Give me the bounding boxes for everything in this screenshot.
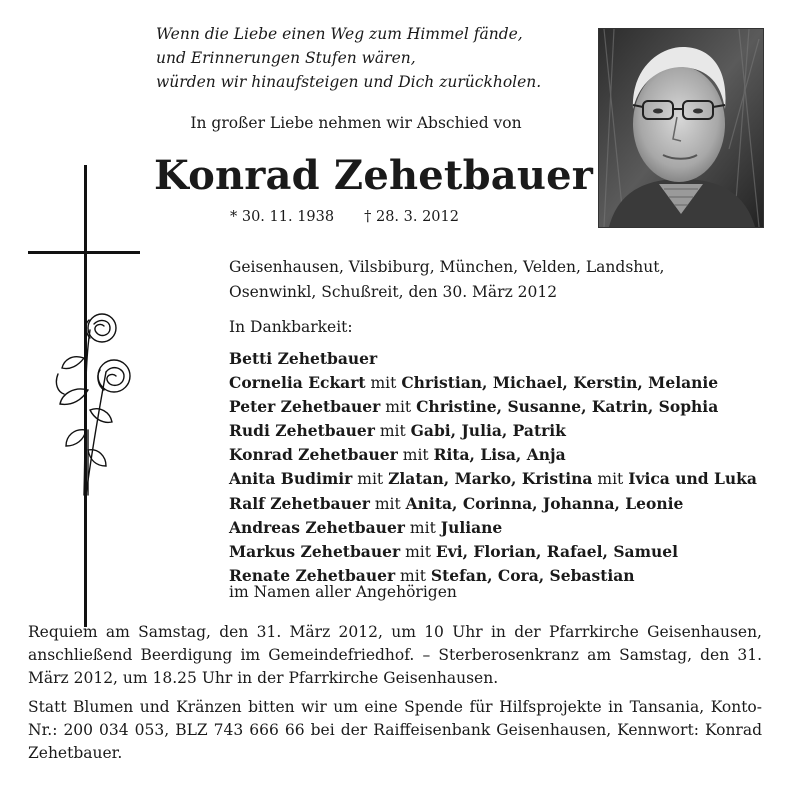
mourner-connector: mit [395,566,431,585]
places-line: Geisenhausen, Vilsbiburg, München, Velden, Landshut, [229,258,665,276]
mourner-names: Christine, Susanne, Katrin, Sophia [416,397,719,417]
donation-notice: Statt Blumen und Kränzen bitten wir um eine Spende für Hilfsprojekte in Tansania, Konto-Nr.: 200 034 053, BLZ 743 666 66 bei der Raiffeisenbank Geisenhausen, Kennwort: Konrad Zehetbauer. [28,698,762,762]
farewell-intro: In großer Liebe nehmen wir Abschied von [190,114,522,132]
mourner-names: Ralf Zehetbauer [229,493,370,513]
death-date: † 28. 3. 2012 [364,209,459,225]
birth-date: * 30. 11. 1938 [230,209,335,225]
mourner-names: Renate Zehetbauer [229,565,396,585]
mourner-row [229,395,757,419]
mourner-names: Rudi Zehetbauer [229,421,375,441]
mourner-connector: mit [365,374,402,393]
mourner-names: Ivica und Luka [628,469,757,489]
mourner-names: Betti Zehetbauer [229,349,378,368]
mourner-names: Juliane [440,517,503,537]
portrait-photo [598,28,764,228]
rose-icon [44,310,136,500]
mourner-row [229,492,757,516]
mourner-names: Markus Zehetbauer [229,541,401,561]
requiem-notice: Requiem am Samstag, den 31. März 2012, um 10 Uhr in der Pfarrkirche Geisenhausen, anschließend Beerdigung im Gemeindefriedhof. – Sterberosenkranz am Samstag, den 31. März 2012, um 18.25 Uhr in der Pfarrkirche Geisenhausen. [28,623,762,687]
mourner-connector: mit [374,422,411,441]
mourner-row [229,540,757,564]
mourner-connector: mit [352,470,389,489]
mourner-row [229,419,757,443]
life-dates [230,209,459,225]
poem [156,22,586,94]
poem-line: Wenn die Liebe einen Weg zum Himmel fände, [156,25,523,43]
cross-icon-bar [28,251,140,254]
deceased-name: Konrad Zehetbauer [154,152,594,199]
places-and-date [229,255,664,305]
poem-line: und Erinnerungen Stufen wären, [156,49,416,67]
mourner-names: Evi, Florian, Rafael, Samuel [435,541,678,561]
mourner-row [229,467,757,491]
mourner-names: Konrad Zehetbauer [229,445,398,465]
mourner-names: Zlatan, Marko, Kristina [388,469,593,489]
mourner-names: Anita, Corinna, Johanna, Leonie [405,493,684,513]
mourners-list [229,347,757,588]
mourner-connector: mit [369,494,406,513]
mourner-connector: mit [380,398,417,417]
mourner-row [229,443,757,467]
mourner-names: Peter Zehetbauer [229,397,381,417]
poem-line: würden wir hinaufsteigen und Dich zurückholen. [156,73,542,91]
mourner-names: Andreas Zehetbauer [229,517,405,537]
mourner-names: Rita, Lisa, Anja [433,445,566,465]
mourner-row [229,371,757,395]
mourner-connector: mit [397,446,434,465]
mourner-names: Anita Budimir [229,469,353,489]
thanks-label: In Dankbarkeit: [229,318,353,336]
mourner-row [229,516,757,540]
mourner-connector: mit [592,470,629,489]
mourner-names: Gabi, Julia, Patrik [410,421,566,441]
mourner-connector: mit [404,518,441,537]
mourner-names: Stefan, Cora, Sebastian [430,565,635,585]
mourner-row [229,347,757,371]
mourner-names: Christian, Michael, Kerstin, Melanie [401,373,719,393]
mourner-connector: mit [400,542,436,561]
places-line: Osenwinkl, Schußreit, den 30. März 2012 [229,283,558,301]
mourner-names: Cornelia Eckart [229,373,366,393]
mourners-footer: im Namen aller Angehörigen [229,583,457,601]
